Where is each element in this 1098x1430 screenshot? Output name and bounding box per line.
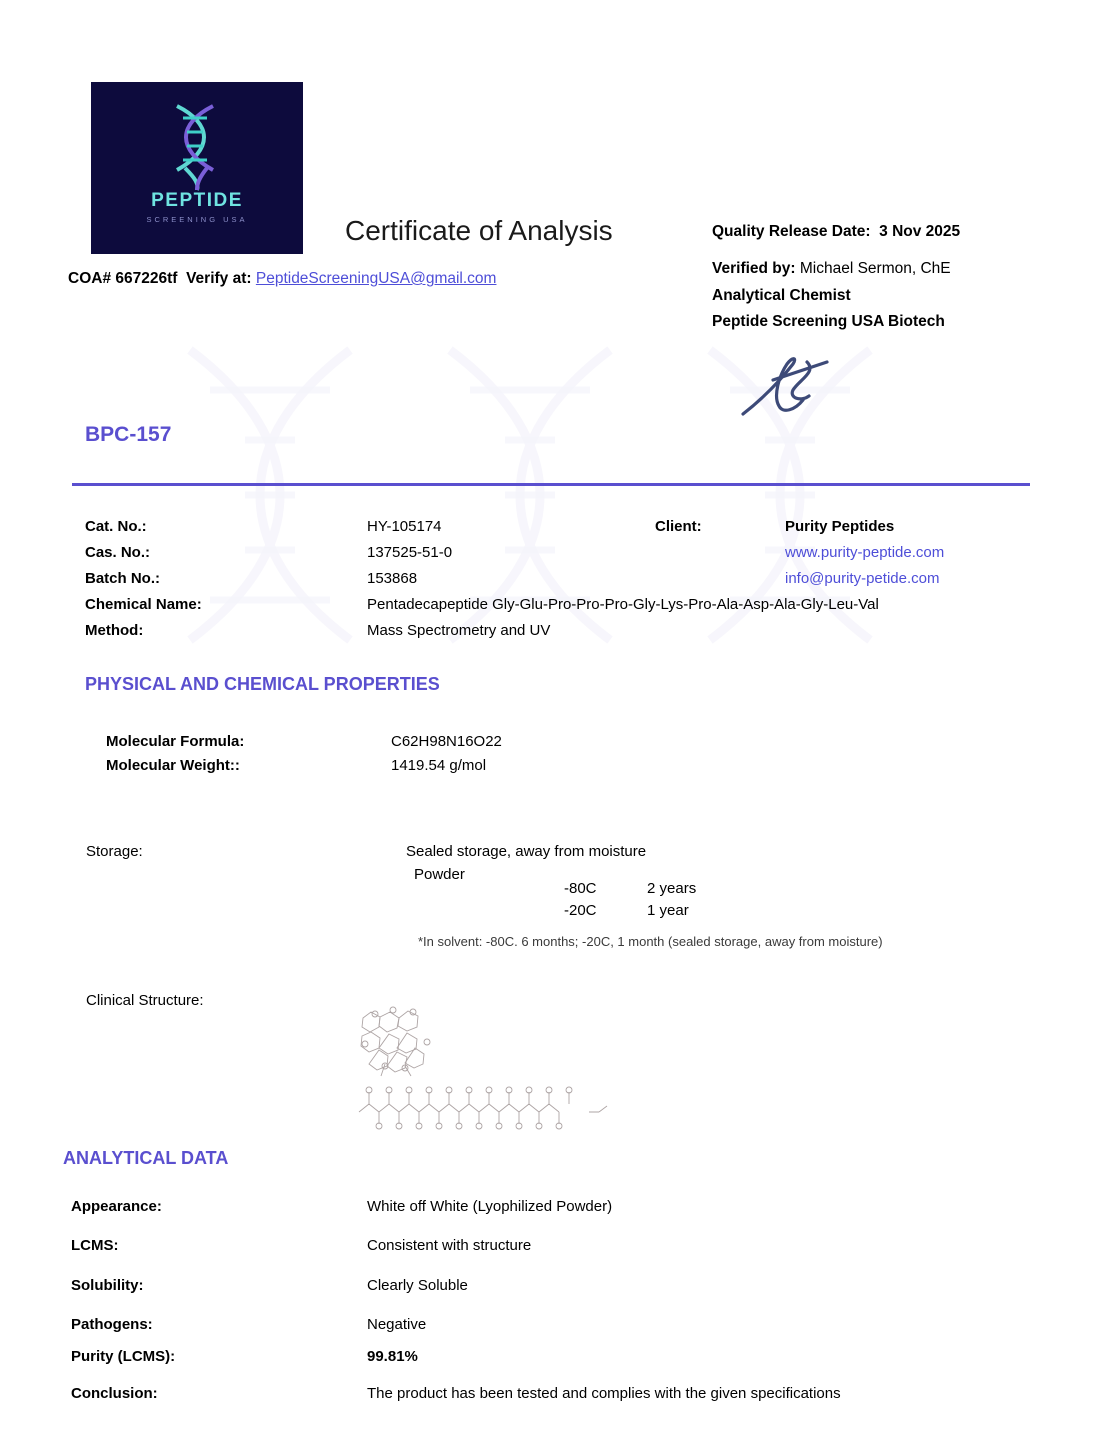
client-website-link[interactable]: www.purity-peptide.com [785,544,945,561]
dna-logo-icon [155,100,239,192]
purity-value: 99.81% [367,1348,418,1365]
quality-release-date-line [712,223,960,241]
section-heading-analytical: ANALYTICAL DATA [63,1148,229,1168]
storage-description: Sealed storage, away from moisture [406,843,647,860]
cat-no-label: Cat. No.: [85,518,147,535]
chemical-name-value: Pentadecapeptide Gly-Glu-Pro-Pro-Pro-Gly-Lys-Pro-Ala-Asp-Ala-Gly-Leu-Val [367,596,879,613]
verified-by-line [712,260,951,278]
molecular-weight-label: Molecular Weight:: [106,757,240,774]
storage-form: Powder [414,866,465,883]
cat-no-value: HY-105174 [367,518,442,535]
verified-by-name: Michael Sermon, ChE [799,260,951,277]
table-row [85,596,1035,622]
client-name: Purity Peptides [785,518,895,535]
solubility-label: Solubility: [71,1277,144,1294]
signature-mark [735,352,855,432]
table-row [85,570,1035,596]
batch-no-label: Batch No.: [85,570,160,587]
coa-number: 667226tf [115,270,178,287]
table-row [85,518,1035,544]
storage-note: *In solvent: -80C. 6 months; -20C, 1 month (sealed storage, away from moisture) [418,934,883,949]
method-value: Mass Spectrometry and UV [367,622,551,639]
purity-label: Purity (LCMS): [71,1348,176,1365]
lcms-value: Consistent with structure [367,1237,532,1254]
storage-temp-2: -20C [564,902,597,919]
quality-release-date: 3 Nov 2025 [879,223,961,240]
info-table [85,518,1035,648]
logo-subtitle: SCREENING USA [146,215,248,224]
batch-no-value: 153868 [367,570,418,587]
coa-prefix: COA# [68,270,112,287]
clinical-structure-label: Clinical Structure: [86,992,204,1009]
storage-duration-1: 2 years [647,880,697,897]
molecular-formula-label: Molecular Formula: [106,733,245,750]
page-title: Certificate of Analysis [345,215,613,246]
product-name: BPC-157 [85,423,172,446]
quality-release-label: Quality Release Date: [712,223,871,240]
appearance-value: White off White (Lyophilized Powder) [367,1198,613,1215]
table-row [85,622,1035,648]
cas-no-label: Cas. No.: [85,544,151,561]
lcms-label: LCMS: [71,1237,119,1254]
table-row [85,544,1035,570]
verify-email-link[interactable]: PeptideScreeningUSA@gmail.com [255,270,497,287]
method-label: Method: [85,622,144,639]
cas-no-value: 137525-51-0 [367,544,453,561]
verified-role: Analytical Chemist [712,287,851,304]
logo-title: PEPTIDE [151,190,243,211]
client-label: Client: [655,518,702,535]
solubility-value: Clearly Soluble [367,1277,468,1294]
pathogens-label: Pathogens: [71,1316,153,1333]
pathogens-value: Negative [367,1316,427,1333]
storage-label: Storage: [86,843,143,860]
verified-by-label: Verified by: [712,260,796,277]
section-heading-physical: PHYSICAL AND CHEMICAL PROPERTIES [85,674,440,694]
conclusion-value: The product has been tested and complies with the given specifications [367,1385,841,1402]
storage-temp-1: -80C [564,880,597,897]
coa-line [68,270,496,288]
molecular-weight-value: 1419.54 g/mol [391,757,487,774]
storage-duration-2: 1 year [647,902,689,919]
client-email-link[interactable]: info@purity-petide.com [785,570,940,587]
chemical-structure-icon [345,1000,625,1145]
conclusion-label: Conclusion: [71,1385,158,1402]
verified-org: Peptide Screening USA Biotech [712,313,945,330]
appearance-label: Appearance: [71,1198,162,1215]
company-logo [91,82,303,254]
header-divider [72,483,1030,486]
molecular-formula-value: C62H98N16O22 [391,733,502,750]
verify-at-label: Verify at: [186,270,252,287]
chemical-name-label: Chemical Name: [85,596,202,613]
